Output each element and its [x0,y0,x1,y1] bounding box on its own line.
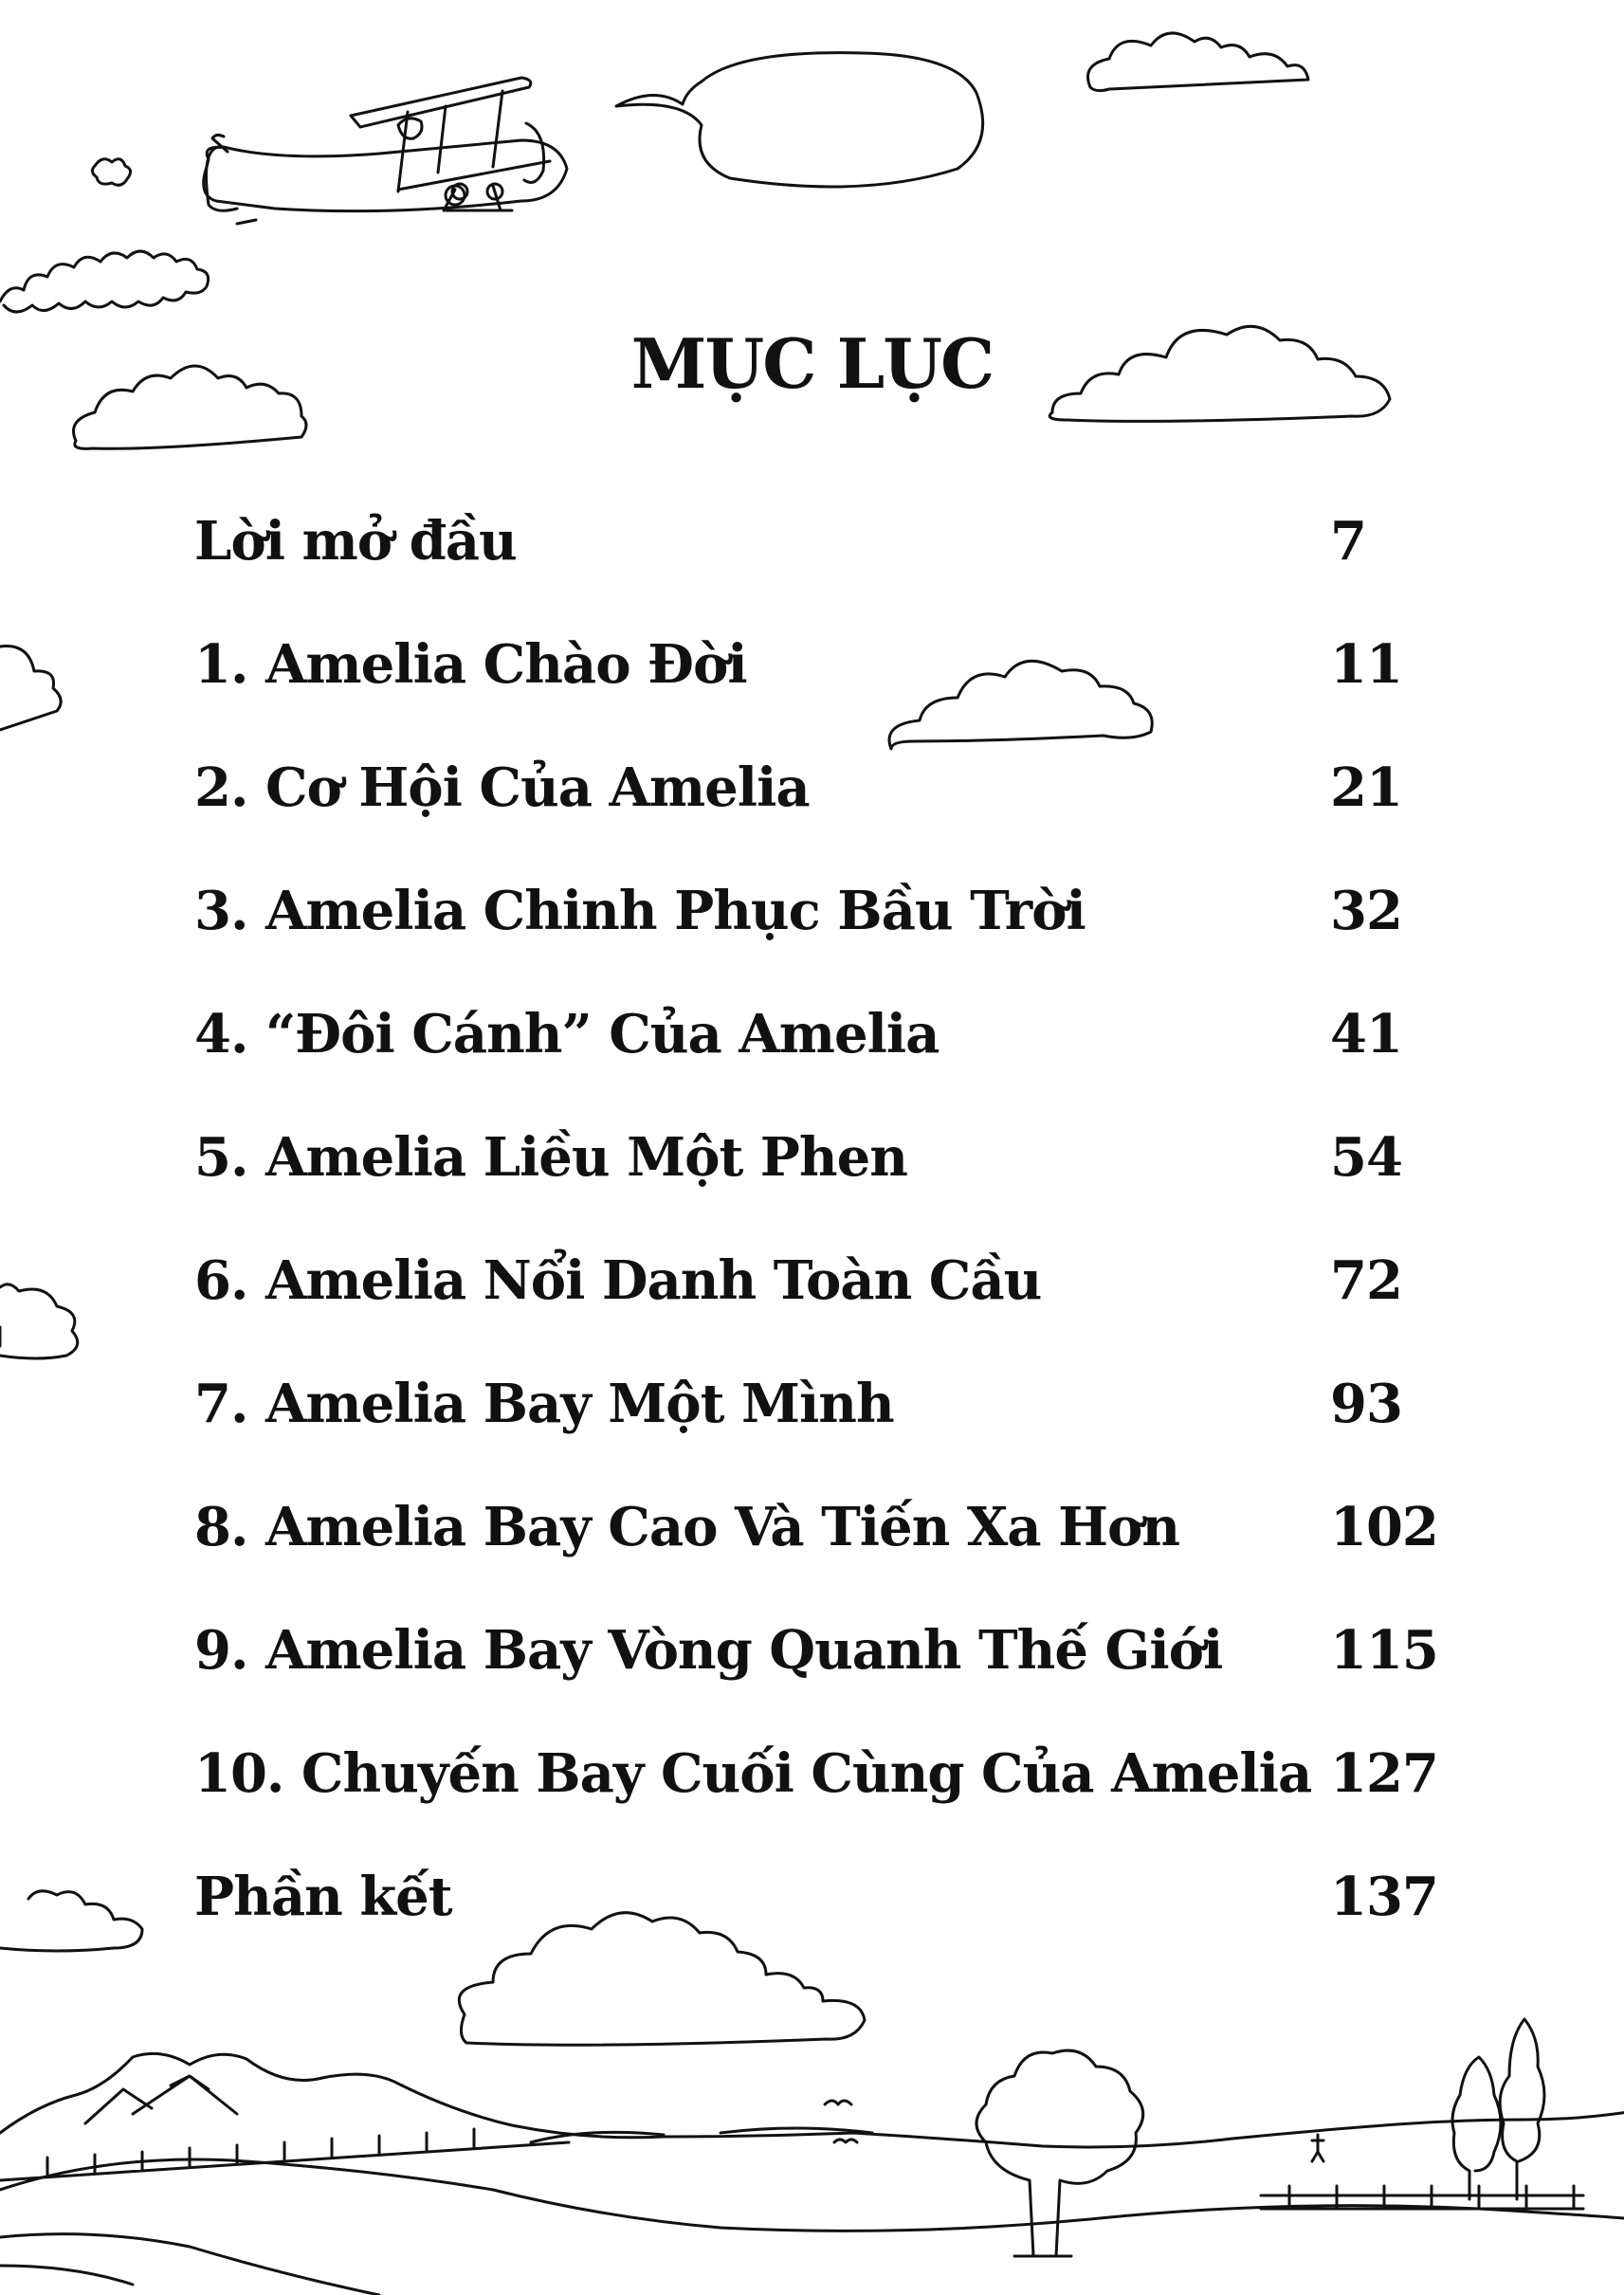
toc-entry-chapter-6[interactable] [194,1249,1465,1373]
toc-entry-page: 93 [1330,1373,1402,1435]
toc-entry-label: 2. Cơ Hội Của Amelia [194,756,810,819]
toc-entry-preface[interactable] [194,510,1465,633]
toc-entry-page: 7 [1330,510,1366,573]
toc-entry-label: Phần kết [194,1866,452,1928]
toc-entry-chapter-8[interactable] [194,1496,1465,1619]
toc-entry-label: 10. Chuyến Bay Cuối Cùng Của Amelia [194,1742,1312,1805]
countryside-landscape-icon [0,2019,1624,2295]
speech-bubble-icon [616,53,983,187]
table-of-contents [194,510,1465,1989]
toc-entry-page: 21 [1330,756,1402,819]
toc-entry-page: 41 [1330,1003,1402,1066]
toc-entry-page: 32 [1330,880,1402,942]
toc-entry-chapter-10[interactable] [194,1742,1465,1866]
toc-entry-label: 8. Amelia Bay Cao Và Tiến Xa Hơn [194,1496,1180,1558]
smoke-trail-icon [0,159,209,312]
page-title: MỤC LỤC [630,323,994,404]
toc-entry-label: 3. Amelia Chinh Phục Bầu Trời [194,880,1086,942]
toc-entry-page: 127 [1330,1742,1438,1805]
toc-entry-chapter-2[interactable] [194,756,1465,880]
toc-entry-page: 137 [1330,1866,1438,1928]
toc-entry-label: 4. “Đôi Cánh” Của Amelia [194,1003,940,1066]
toc-entry-chapter-1[interactable] [194,633,1465,756]
toc-entry-page: 72 [1330,1249,1402,1312]
toc-entry-page: 115 [1330,1619,1438,1682]
toc-entry-label: 5. Amelia Liều Một Phen [194,1126,907,1189]
wheel [446,186,465,205]
toc-entry-label: Lời mở đầu [194,510,517,573]
toc-entry-page: 11 [1330,633,1402,696]
toc-entry-label: 1. Amelia Chào Đời [194,633,747,696]
toc-entry-chapter-3[interactable] [194,880,1465,1003]
toc-entry-chapter-5[interactable] [194,1126,1465,1249]
toc-entry-chapter-9[interactable] [194,1619,1465,1742]
toc-entry-epilogue[interactable] [194,1866,1465,1989]
toc-entry-page: 102 [1330,1496,1438,1558]
toc-entry-chapter-7[interactable] [194,1373,1465,1496]
biplane-icon [204,78,567,224]
toc-entry-label: 9. Amelia Bay Vòng Quanh Thế Giới [194,1619,1223,1682]
toc-entry-page: 54 [1330,1126,1402,1189]
toc-entry-label: 7. Amelia Bay Một Mình [194,1373,894,1435]
toc-entry-label: 6. Amelia Nổi Danh Toàn Cầu [194,1249,1042,1312]
toc-entry-chapter-4[interactable] [194,1003,1465,1126]
